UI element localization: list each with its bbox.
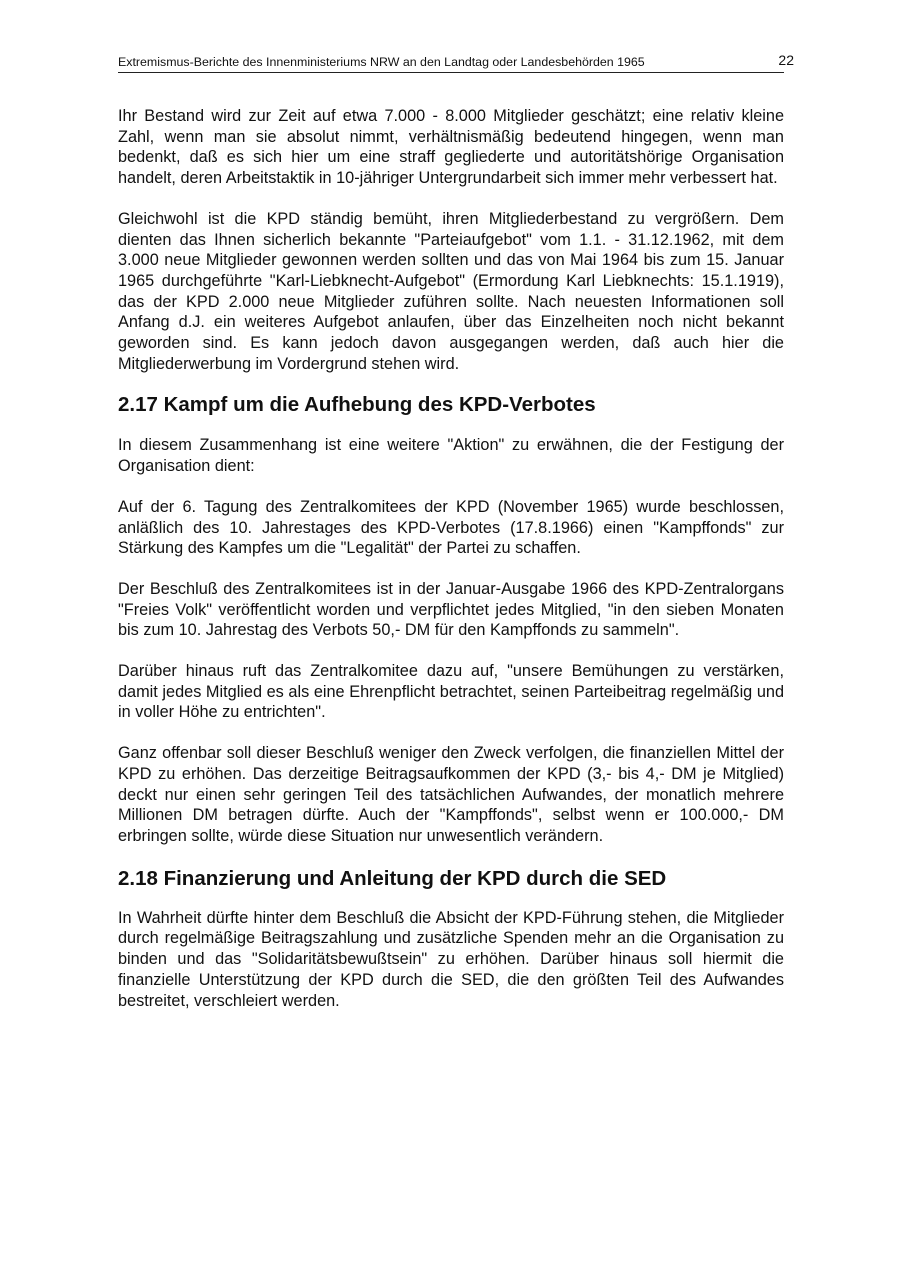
document-page (118, 52, 794, 1011)
paragraph-aktion-intro: In diesem Zusammenhang ist eine weitere "Aktion" zu erwähnen, die der Festigung der Organisation dient: (118, 436, 784, 476)
paragraph-finanzierung-sed: In Wahrheit dürfte hinter dem Beschluß die Absicht der KPD-Führung stehen, die Mitglieder durch regelmäßige Beitragszahlung und zusätzliche Spenden mehr an die Organisation zu binden und das "Solidaritätsbewußtsein" zu erhöhen. Darüber hinaus soll hiermit die finanzielle Unterstützung der KPD durch die SED, die den größten Teil des Aufwandes bestreitet, verschleiert werden. (118, 908, 784, 1010)
paragraph-zk-aufruf: Darüber hinaus ruft das Zentralkomitee dazu auf, "unsere Bemühungen zu verstärken, damit jedes Mitglied es als eine Ehrenpflicht betrachtet, seinen Parteibeitrag regelmäßig und in voller Höhe zu entrichten". (118, 662, 784, 722)
paragraph-membership-drive: Gleichwohl ist die KPD ständig bemüht, ihren Mitgliederbestand zu vergrößern. Dem dienten das Ihnen sicherlich bekannte "Parteiaufgebot" vom 1.1. - 31.12.1962, mit dem 3.000 neue Mitglieder gewonnen werden sollten und das von Mai 1964 bis zum 15. Januar 1965 durchgeführte "Karl-Liebknecht-Aufgebot" (Ermordung Karl Liebknechts: 15.1.1919), das der KPD 2.000 neue Mitglieder zuführen sollte. Nach neuesten Informationen soll Anfang d.J. ein weiteres Aufgebot anlaufen, über das Einzelheiten noch nicht bekannt geworden sind. Es kann jedoch davon ausgegangen werden, daß auch hier die Mitgliederwerbung im Vordergrund stehen wird. (118, 209, 784, 373)
paragraph-beitragsaufkommen: Ganz offenbar soll dieser Beschluß weniger den Zweck verfolgen, die finanziellen Mittel der KPD zu erhöhen. Das derzeitige Beitragsaufkommen der KPD (3,- bis 4,- DM je Mitglied) deckt nur einen sehr geringen Teil des tatsächlichen Aufwandes, der monatlich mehrere Millionen DM betragen dürfte. Auch der "Kampffonds", selbst wenn er 100.000,- DM erbringen sollte, würde diese Situation nur unwesentlich verändern. (118, 744, 784, 845)
header-title: Extremismus-Berichte des Innenministeriums NRW an den Landtag oder Landesbehörden 1965 (118, 55, 645, 69)
paragraph-zk-beschluss: Der Beschluß des Zentralkomitees ist in der Januar-Ausgabe 1966 des KPD-Zentralorgans "Freies Volk" veröffentlicht worden und verpflichtet jedes Mitglied, "in den sieben Monaten bis zum 10. Jahrestag des Verbots 50,- DM für den Kampffonds zu sammeln". (118, 579, 784, 640)
page-number: 22 (778, 52, 794, 68)
running-header (118, 52, 794, 73)
paragraph-zk-tagung: Auf der 6. Tagung des Zentralkomitees der KPD (November 1965) wurde beschlossen, anläßlich des 10. Jahrestages des KPD-Verbotes (17.8.1966) einen "Kampffonds" zur Stärkung des Kampfes um die "Legalität" der Partei zu schaffen. (118, 497, 784, 558)
paragraph-membership-count: Ihr Bestand wird zur Zeit auf etwa 7.000 - 8.000 Mitglieder geschätzt; eine relativ kleine Zahl, wenn man sie absolut nimmt, verhältnismäßig bedeutend hingegen, wenn man bedenkt, daß es sich hier um eine straff gegliederte und autoritätshörige Organisation handelt, deren Arbeitstaktik in 10-jähriger Untergrundarbeit sich immer mehr verbessert hat. (118, 107, 784, 188)
section-heading-2-17: 2.17 Kampf um die Aufhebung des KPD-Verbotes (118, 393, 596, 417)
section-heading-2-18: 2.18 Finanzierung und Anleitung der KPD durch die SED (118, 866, 667, 890)
